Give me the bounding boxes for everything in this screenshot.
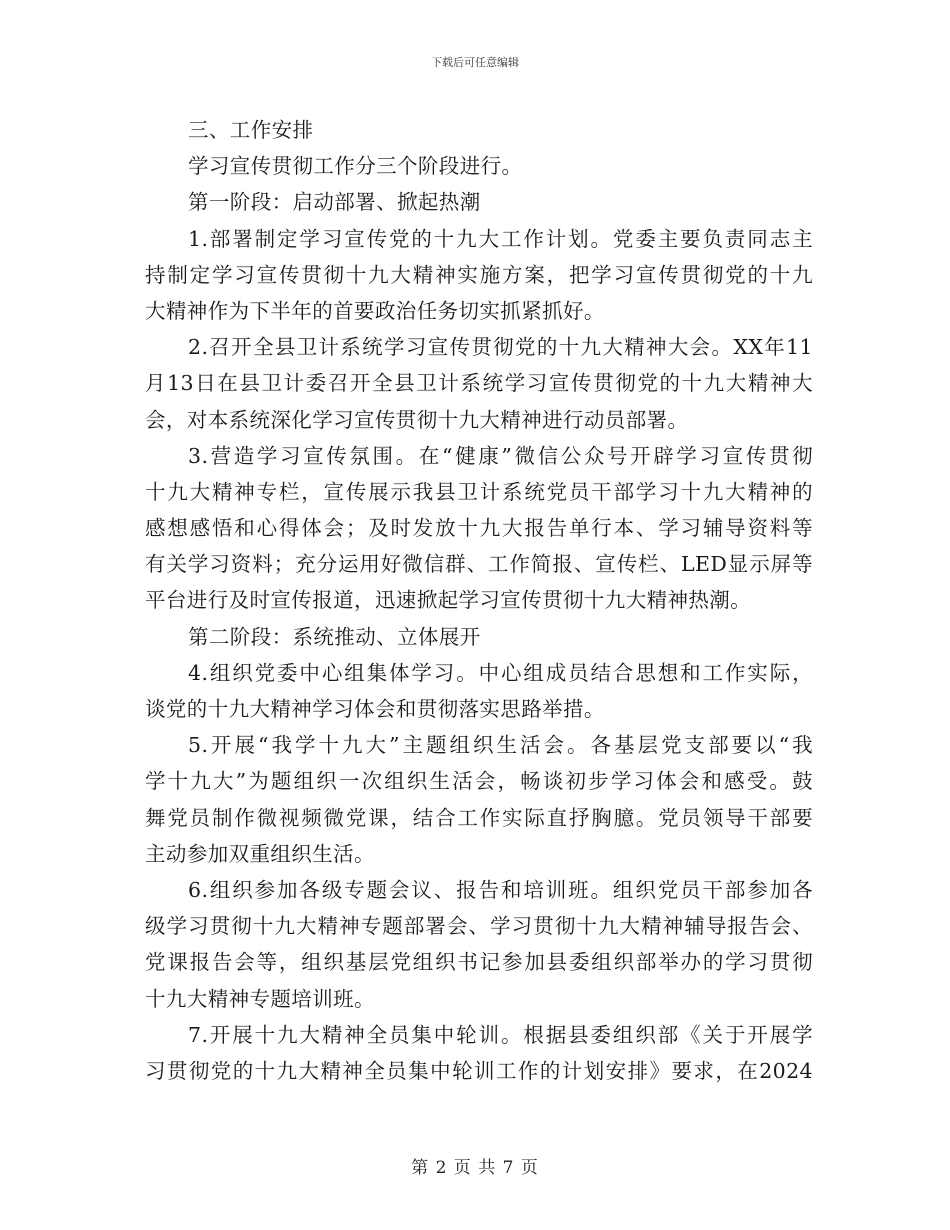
- text-line: 级学习贯彻十九大精神专题部署会、学习贯彻十九大精神辅导报告会、: [145, 914, 813, 939]
- text-line: 舞党员制作微视频微党课，结合工作实际直抒胸臆。党员领导干部要: [145, 805, 813, 830]
- text-line: 大精神作为下半年的首要政治任务切实抓紧抓好。: [145, 298, 605, 323]
- text-line: 三、工作安排: [188, 118, 314, 142]
- text-line: 十九大精神专题培训班。: [145, 986, 375, 1011]
- text-line: 月13日在县卫计委召开全县卫计系统学习宣传贯彻党的十九大精神大: [145, 371, 813, 396]
- text-line: 会，对本系统深化学习宣传贯彻十九大精神进行动员部署。: [145, 407, 689, 432]
- page-footer: 第 2 页 共 7 页: [411, 1158, 539, 1178]
- text-line: 4.组织党委中心组集体学习。中心组成员结合思想和工作实际，: [188, 660, 813, 685]
- text-line: 平台进行及时宣传报道，迅速掀起学习宣传贯彻十九大精神热潮。: [145, 588, 752, 613]
- page-header: 下载后可任意编辑: [431, 56, 519, 69]
- text-line: 7.开展十九大精神全员集中轮训。根据县委组织部《关于开展学: [188, 1022, 813, 1047]
- text-line: 第一阶段：启动部署、掀起热潮: [188, 190, 481, 215]
- text-line: 持制定学习宣传贯彻十九大精神实施方案，把学习宣传贯彻党的十九: [145, 262, 813, 287]
- text-line: 十九大精神专栏，宣传展示我县卫计系统党员干部学习十九大精神的: [145, 479, 813, 504]
- text-line: 学十九大”为题组织一次组织生活会，畅谈初步学习体会和感受。鼓: [145, 769, 813, 794]
- text-line: 5.开展“我学十九大”主题组织生活会。各基层党支部要以“我: [188, 733, 813, 758]
- text-line: 感想感悟和心得体会；及时发放十九大报告单行本、学习辅导资料等: [145, 516, 813, 541]
- text-line: 2.召开全县卫计系统学习宣传贯彻党的十九大精神大会。XX年11: [188, 335, 813, 360]
- text-line: 党课报告会等，组织基层党组织书记参加县委组织部举办的学习贯彻: [145, 950, 813, 975]
- text-line: 有关学习资料；充分运用好微信群、工作简报、宣传栏、LED显示屏等: [145, 552, 813, 577]
- text-line: 3.营造学习宣传氛围。在“健康”微信公众号开辟学习宣传贯彻: [188, 443, 813, 468]
- text-line: 1.部署制定学习宣传党的十九大工作计划。党委主要负责同志主: [188, 226, 813, 251]
- text-line: 第二阶段：系统推动、立体展开: [188, 624, 481, 649]
- text-line: 主动参加双重组织生活。: [145, 841, 375, 866]
- text-line: 谈党的十九大精神学习体会和贯彻落实思路举措。: [145, 697, 605, 721]
- document-body: [145, 112, 813, 1089]
- text-line: 习贯彻党的十九大精神全员集中轮训工作的计划安排》要求，在2024: [145, 1058, 813, 1083]
- text-line: 6.组织参加各级专题会议、报告和培训班。组织党员干部参加各: [188, 877, 813, 902]
- text-line: 学习宣传贯彻工作分三个阶段进行。: [188, 154, 523, 179]
